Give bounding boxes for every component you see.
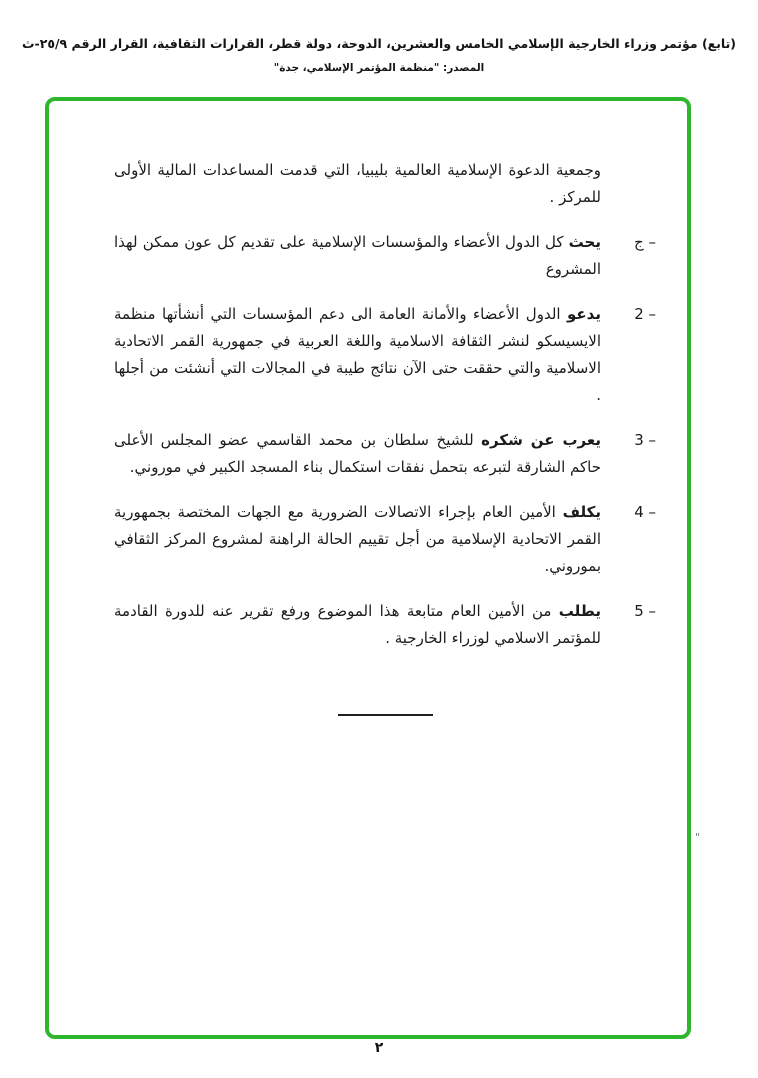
item-marker: 2 –	[634, 305, 656, 323]
paragraph-item-3	[114, 427, 656, 481]
body-text: الأمين العام بإجراء الاتصالات الضرورية مع الجهات المختصة بجمهورية القمر الاتحادية الإسلامية من أجل تقييم الحالة الراهنة لمشروع المركز الثقافي بموروني.	[114, 503, 601, 575]
paragraph-text	[114, 427, 601, 481]
paragraph-item-5	[114, 598, 656, 652]
item-marker: 3 –	[634, 431, 656, 449]
lead-word: يحث	[568, 233, 601, 251]
document-body	[114, 157, 656, 716]
item-marker: ج –	[634, 233, 656, 251]
paragraph-item-4	[114, 499, 656, 580]
paragraph-intro	[114, 157, 656, 211]
page-number: ٢	[374, 1040, 384, 1056]
document-frame	[45, 97, 691, 1039]
body-text: الدول الأعضاء والأمانة العامة الى دعم المؤسسات التي أنشأتها منظمة الايسيسكو لنشر الثقافة الاسلامية واللغة العربية في جمهورية القمر الاتحادية الاسلامية والتي حققت حتى الآن نتائج طيبة في المجالات التي أنشئت من أجلها .	[114, 305, 601, 404]
paragraph-text	[114, 229, 601, 283]
item-marker: 4 –	[634, 503, 656, 521]
lead-word: يطلب	[558, 602, 601, 620]
paragraph-text	[114, 301, 601, 409]
body-text: للشيخ سلطان بن محمد القاسمي عضو المجلس الأعلى حاكم الشارقة لتبرعه بتحمل نفقات استكمال بناء المسجد الكبير في موروني.	[114, 431, 601, 476]
body-text: من الأمين العام متابعة هذا الموضوع ورفع تقرير عنه للدورة القادمة للمؤتمر الاسلامي لوزراء الخارجية .	[114, 602, 601, 647]
item-marker: 5 –	[634, 602, 656, 620]
paragraph-text	[114, 499, 601, 580]
paragraph-text	[114, 598, 601, 652]
lead-word: يدعو	[567, 305, 601, 323]
paragraph-item-2	[114, 301, 656, 409]
paragraph-text	[114, 157, 601, 211]
separator-line	[338, 714, 433, 716]
item-marker	[601, 157, 656, 211]
page-header	[20, 36, 738, 74]
scan-artifact: "	[695, 831, 701, 844]
body-text: كل الدول الأعضاء والمؤسسات الإسلامية على تقديم كل عون ممكن لهذا المشروع	[114, 233, 601, 278]
lead-word: يعرب عن شكره	[481, 431, 601, 449]
body-text: وجمعية الدعوة الإسلامية العالمية بليبيا، التي قدمت المساعدات المالية الأولى للمركز .	[114, 161, 601, 206]
header-source: المصدر: "منظمة المؤتمر الإسلامي، جدة"	[273, 62, 485, 74]
header-title: (تابع) مؤتمر وزراء الخارجية الإسلامي الخامس والعشرين، الدوحة، دولة قطر، القرارات الثقافية، القرار الرقم ٢٥/٩-ث	[21, 36, 737, 51]
lead-word: يكلف	[562, 503, 601, 521]
paragraph-item-j	[114, 229, 656, 283]
